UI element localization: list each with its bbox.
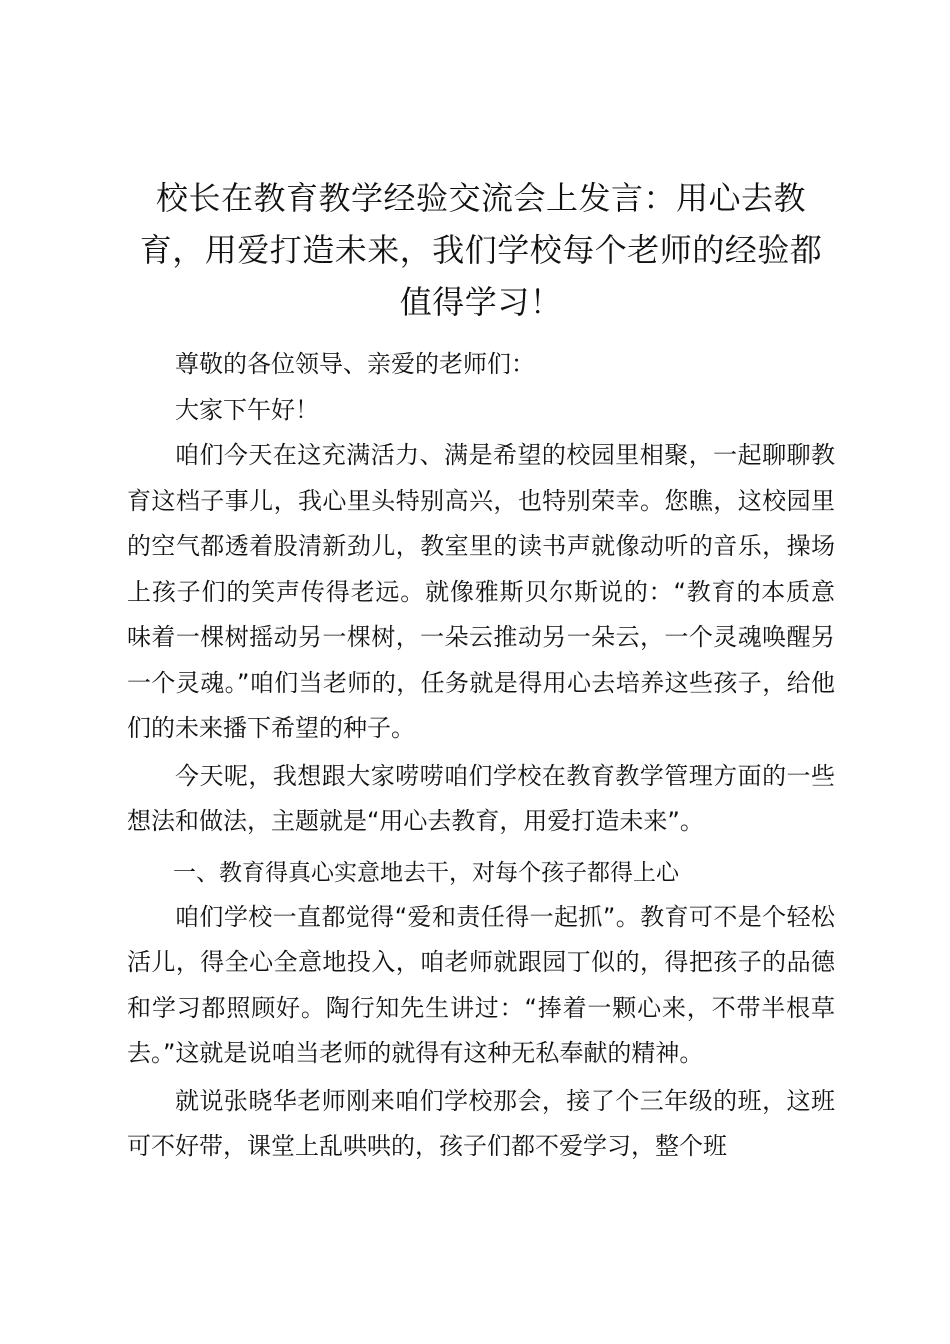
paragraph-1: 咱们今天在这充满活力、满是希望的校园里相聚，一起聊聊教育这档子事儿，我心里头特别高兴，也特别荣幸。您瞧，这校园里的空气都透着股清新劲儿，教室里的读书声就像动听的音乐，操场上孩子们的笑声传得老远。就像雅斯贝尔斯说的：“教育的本质意味着一棵树摇动另一棵树，一朵云推动另一朵云，一个灵魂唤醒另一个灵魂。”咱们当老师的，任务就是得用心去培养这些孩子，给他们的未来播下希望的种子。 — [127, 441, 835, 742]
section-heading-1: 一、教育得真心实意地去干，对每个孩子都得上心 — [173, 859, 679, 886]
salutation: 尊敬的各位领导、亲爱的老师们： — [175, 350, 535, 378]
document-title: 校长在教育教学经验交流会上发言：用心去教育，用爱打造未来，我们学校每个老师的经验都值得学习！ — [139, 179, 823, 321]
paragraph-3: 咱们学校一直都觉得“爱和责任得一起抓”。教育可不是个轻松活儿，得全心全意地投入，咱老师就跟园丁似的，得把孩子的品德和学习都照顾好。陶行知先生讲过：“捧着一颗心来，不带半根草去。”这就是说咱当老师的就得有这种无私奉献的精神。 — [127, 902, 835, 1067]
document-body — [127, 172, 835, 1170]
paragraph-4: 就说张晓华老师刚来咱们学校那会，接了个三年级的班，这班可不好带，课堂上乱哄哄的，孩子们都不爱学习，整个班 — [127, 1086, 835, 1160]
paragraph-2: 今天呢，我想跟大家唠唠咱们学校在教育教学管理方面的一些想法和做法，主题就是“用心去教育，用爱打造未来”。 — [127, 761, 835, 835]
greeting: 大家下午好！ — [175, 395, 319, 424]
